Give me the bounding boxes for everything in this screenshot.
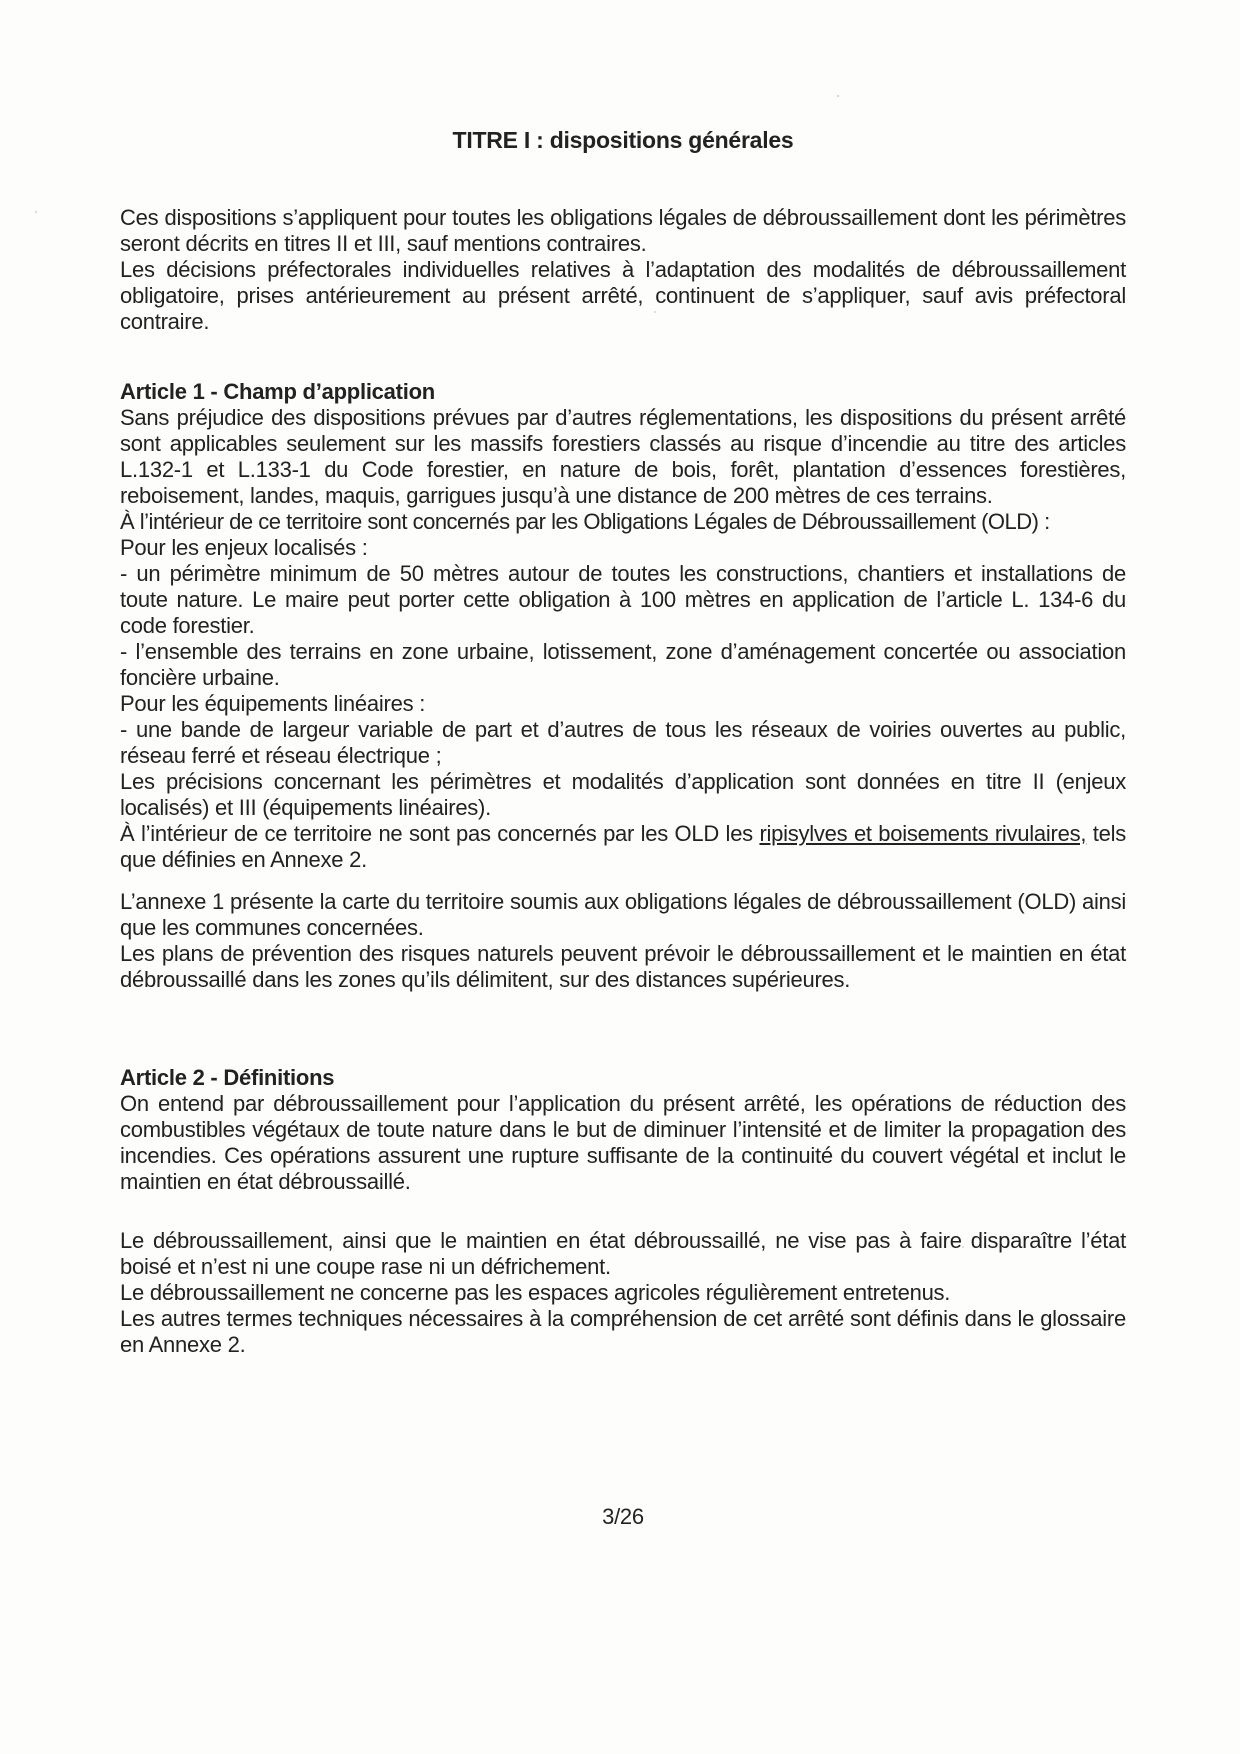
article-1-old-intro: À l’intérieur de ce territoire sont concernés par les Obligations Légales de Débroussaillement (OLD) : bbox=[120, 509, 1050, 534]
enjeux-item: - un périmètre minimum de 50 mètres autour de toutes les constructions, chantiers et installations de toute nature. Le maire peut porter cette obligation à 100 mètres en application de l’article L. 134-6 du code forestier. bbox=[120, 561, 1126, 638]
enjeux-localises-heading: Pour les enjeux localisés : bbox=[120, 535, 368, 560]
exclusion-text-after: tels que définies en Annexe 2. bbox=[120, 821, 1126, 872]
article-1-scope-paragraph: Sans préjudice des dispositions prévues par d’autres réglementations, les dispositions du présent arrêté sont applicables seulement sur les massifs forestiers classés au risque d’incendie au titre des articles L.132-1 et L.133-1 du Code forestier, en nature de bois, forêt, plantation d’essences forestières, reboisement, landes, maquis, garrigues jusqu’à une distance de 200 mètres de ces terrains. bbox=[120, 405, 1126, 508]
exclusion-underlined-phrase: ripisylves et boisements rivulaires, bbox=[759, 821, 1087, 846]
article-2-definition-paragraph: On entend par débroussaillement pour l’application du présent arrêté, les opérations de réduction des combustibles végétaux de toute nature dans le but de diminuer l’intensité et de limiter la propagation des incendies. Ces opérations assurent une rupture suffisante de la continuité du couvert végétal et inclut le maintien en état débroussaillé. bbox=[120, 1091, 1126, 1194]
plans-paragraph: Les plans de prévention des risques naturels peuvent prévoir le débroussaillement et le maintien en état débroussaillé dans les zones qu’ils délimitent, sur des distances supérieures. bbox=[120, 941, 1126, 992]
page-number: 3/26 bbox=[602, 1504, 644, 1529]
article-2-paragraph: Les autres termes techniques nécessaires à la compréhension de cet arrêté sont définis dans le glossaire en Annexe 2. bbox=[120, 1306, 1126, 1357]
intro-section bbox=[120, 205, 1126, 335]
document-title: TITRE I : dispositions générales bbox=[452, 127, 794, 153]
article-2-paragraph: Le débroussaillement, ainsi que le maintien en état débroussaillé, ne vise pas à faire disparaître l’état boisé et n’est ni une coupe rase ni un défrichement. bbox=[120, 1228, 1126, 1279]
equipements-item: - une bande de largeur variable de part et d’autres de tous les réseaux de voiries ouvertes au public, réseau ferré et réseau électrique ; bbox=[120, 717, 1126, 768]
article-2-heading: Article 2 - Définitions bbox=[120, 1065, 335, 1090]
annexe-paragraph: L’annexe 1 présente la carte du territoire soumis aux obligations légales de débroussaillement (OLD) ainsi que les communes concernées. bbox=[120, 889, 1126, 940]
article-1-heading: Article 1 - Champ d’application bbox=[120, 379, 435, 404]
article-2-paragraph: Le débroussaillement ne concerne pas les espaces agricoles régulièrement entretenus. bbox=[120, 1280, 951, 1305]
exclusion-text-before: À l’intérieur de ce territoire ne sont pas concernés par les OLD les bbox=[120, 821, 760, 846]
intro-paragraph: Les décisions préfectorales individuelles relatives à l’adaptation des modalités de débroussaillement obligatoire, prises antérieurement au présent arrêté, continuent de s’appliquer, sauf avis préfectoral contraire. bbox=[120, 257, 1126, 334]
annexe-section bbox=[120, 889, 1126, 993]
intro-paragraph: Ces dispositions s’appliquent pour toutes les obligations légales de débroussaillement dont les périmètres seront décrits en titres II et III, sauf mentions contraires. bbox=[120, 205, 1126, 256]
article-2-complement-section bbox=[120, 1228, 1126, 1358]
equipements-lineaires-heading: Pour les équipements linéaires : bbox=[120, 691, 426, 716]
enjeux-item: - l’ensemble des terrains en zone urbaine, lotissement, zone d’aménagement concertée ou association foncière urbaine. bbox=[120, 639, 1126, 690]
exclusion-paragraph bbox=[120, 821, 1126, 873]
precisions-paragraph: Les précisions concernant les périmètres et modalités d’application sont données en titre II (enjeux localisés) et III (équipements linéaires). bbox=[120, 769, 1126, 820]
